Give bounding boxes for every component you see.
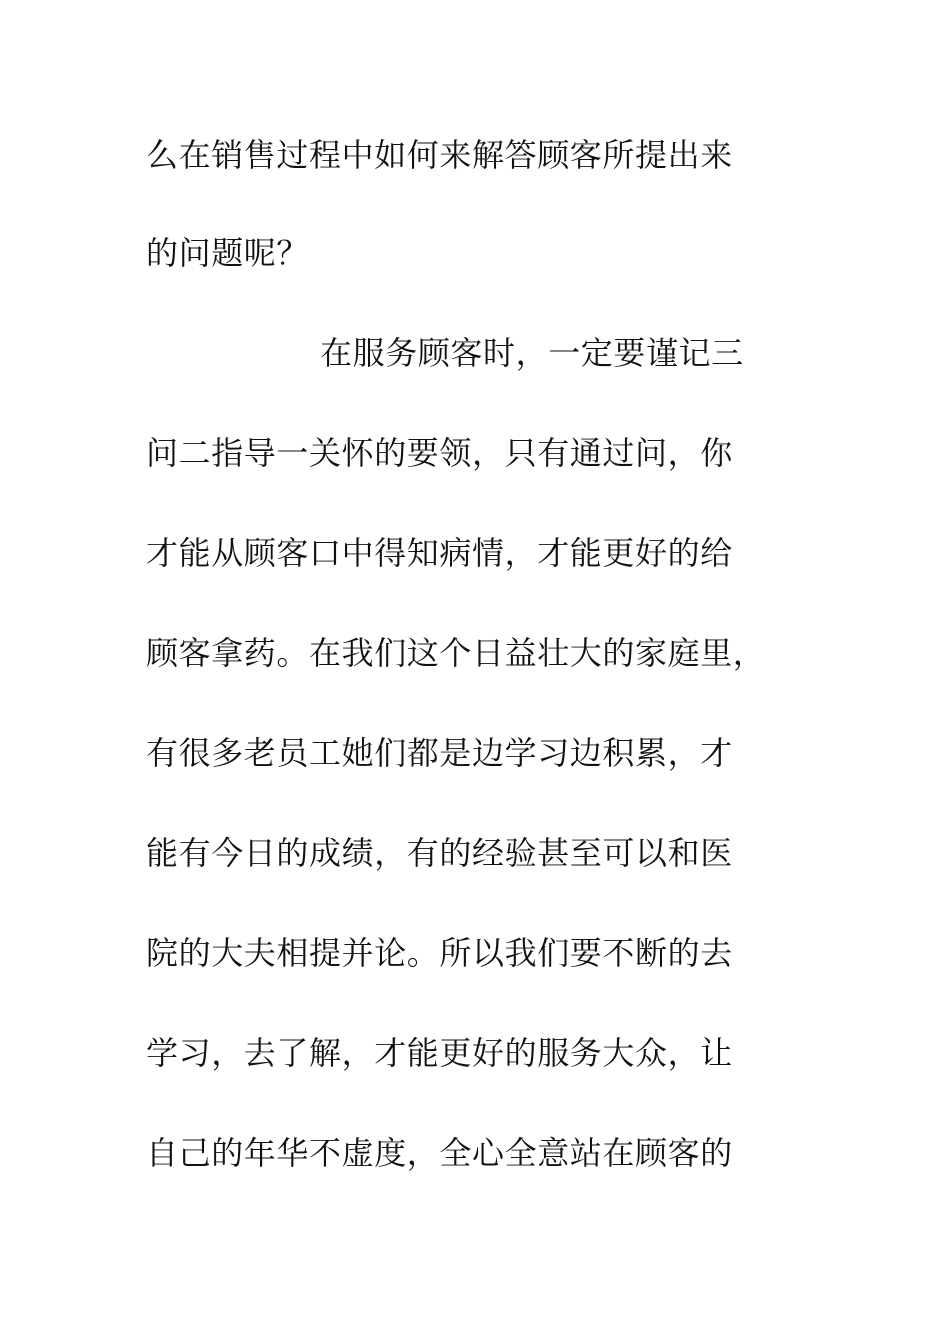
text-line-10: 学习，去了解，才能更好的服务大众，让	[146, 1034, 733, 1072]
text-line-11: 自己的年华不虚度，全心全意站在顾客的	[146, 1134, 733, 1172]
text-line-9: 院的大夫相提并论。所以我们要不断的去	[146, 934, 733, 972]
text-line-5: 才能从顾客口中得知病情，才能更好的给	[146, 534, 733, 572]
text-line-3-indented: 在服务顾客时，一定要谨记三	[320, 334, 744, 372]
text-line-4: 问二指导一关怀的要领，只有通过问，你	[146, 434, 733, 472]
text-line-8: 能有今日的成绩，有的经验甚至可以和医	[146, 834, 733, 872]
text-line-2: 的问题呢？	[146, 234, 310, 272]
text-line-1: 么在销售过程中如何来解答顾客所提出来	[146, 136, 733, 174]
text-line-7: 有很多老员工她们都是边学习边积累，才	[146, 734, 733, 772]
text-line-6: 顾客拿药。在我们这个日益壮大的家庭里，	[146, 634, 766, 672]
